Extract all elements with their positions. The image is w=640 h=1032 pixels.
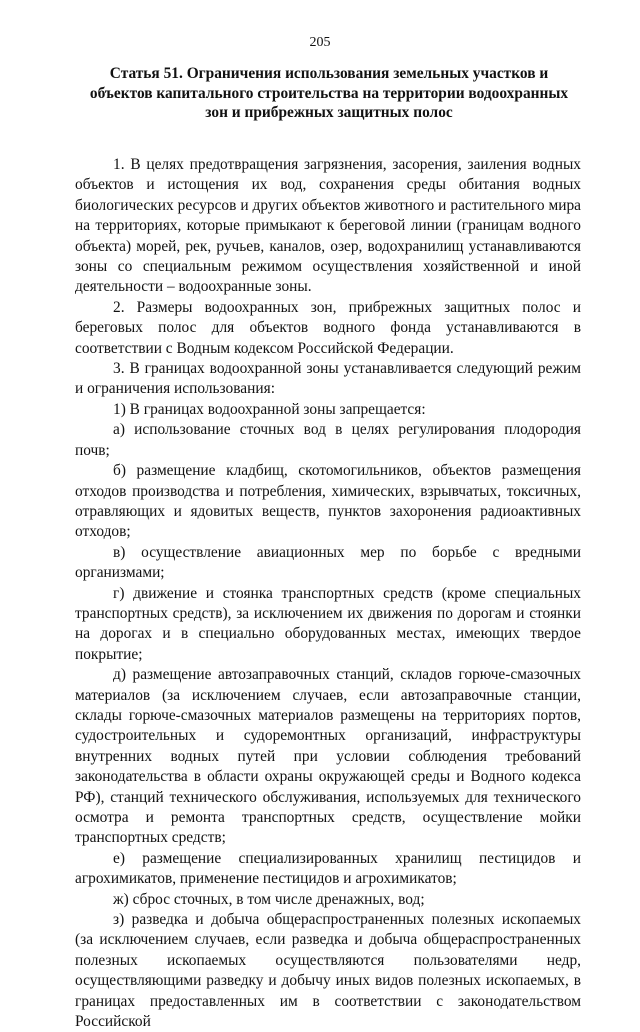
paragraph-3: 3. В границах водоохранной зоны устанавливается следующий режим и ограничения использования: — [75, 360, 581, 398]
item-d: д) размещение автозаправочных станций, складов горюче-смазочных материалов (за исключением случаев, если автозаправочные станции, склады горюче-смазочных материалов размещены на территориях портов, судостроительных и судоремонтных организаций, инфраструктуры внутренних водных путей при условии соблюдения требований законодательства в области охраны окружающей среды и Водного кодекса РФ), станций технического обслуживания, используемых для технического осмотра и ремонта транспортных средств, осуществление мойки транспортных средств; — [75, 666, 581, 847]
item-b: б) размещение кладбищ, скотомогильников, объектов размещения отходов производства и потребления, химических, взрывчатых, токсичных, отравляющих и ядовитых веществ, пунктов захоронения радиоактивных отходов; — [75, 462, 581, 541]
item-e: е) размещение специализированных хранилищ пестицидов и агрохимикатов, применение пестицидов и агрохимикатов; — [75, 849, 581, 888]
item-g: г) движение и стоянка транспортных средств (кроме специальных транспортных средств), за исключением их движения по дорогам и стоянки на дорогах и в специально оборудованных местах, имеющих твердое покрытие; — [75, 584, 581, 663]
paragraph-2: 2. Размеры водоохранных зон, прибрежных защитных полос и береговых полос для объектов водного фонда устанавливаются в соответствии с Водным кодексом Российской Федерации. — [75, 298, 581, 357]
page-number: 205 — [309, 35, 331, 50]
article-body — [75, 155, 581, 1032]
article-title: Статья 51. Ограничения использования земельных участков и объектов капитального строительства на территории водоохранных зон и прибрежных защитных полос — [89, 65, 569, 121]
paragraph-3-1: 1) В границах водоохранной зоны запрещается: — [113, 400, 426, 418]
item-zh: ж) сброс сточных, в том числе дренажных, вод; — [113, 890, 425, 908]
paragraph-1: 1. В целях предотвращения загрязнения, засорения, заиления водных объектов и истощения их вод, сохранения среды обитания водных биологических ресурсов и других объектов животного и растительного мира на территориях, которые примыкают к береговой линии (границам водного объекта) морей, рек, ручьев, каналов, озер, водохранилищ устанавливаются зоны со специальным режимом осуществления хозяйственной и иной деятельности – водоохранные зоны. — [75, 156, 581, 296]
item-z: з) разведка и добыча общераспространенных полезных ископаемых (за исключением случаев, если разведка и добыча общераспространенных полезных ископаемых осуществляются пользователями недр, осуществляющими разведку и добычу иных видов полезных ископаемых, в границах предоставленных им в соответствии с законодательством Российской — [75, 911, 581, 1031]
item-v: в) осуществление авиационных мер по борьбе с вредными организмами; — [75, 543, 581, 582]
item-a: а) использование сточных вод в целях регулирования плодородия почв; — [75, 421, 581, 459]
